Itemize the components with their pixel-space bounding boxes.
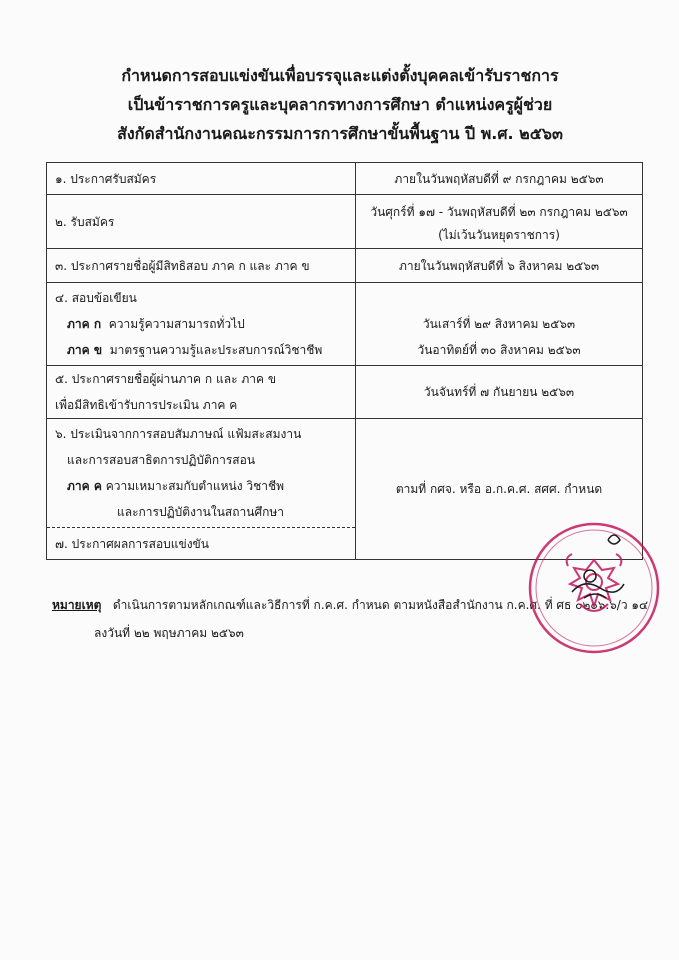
doc-title-line1: กำหนดการสอบแข่งขันเพื่อบรรจุและแต่งตั้งบุคคลเข้ารับราชการ [121,66,559,85]
remark-line2: ลงวันที่ ๒๒ พฤษภาคม ๒๕๖๓ [94,626,244,640]
schedule-date-2: วันศุกร์ที่ ๑๗ - วันพฤหัสบดีที่ ๒๓ กรกฎาคม ๒๕๖๓ (ไม่เว้นวันหยุดราชการ) [356,195,643,249]
table-row [47,366,643,419]
doc-title-line3: สังกัดสำนักงานคณะกรรมการการศึกษาขั้นพื้นฐาน ปี พ.ศ. ๒๕๖๓ [117,124,563,143]
schedule-date-2-note: (ไม่เว้นวันหยุดราชการ) [438,227,560,242]
schedule-date-1: ภายในวันพฤหัสบดีที่ ๙ กรกฎาคม ๒๕๖๓ [356,163,643,195]
table-row [47,249,643,283]
schedule-item-7: ๗. ประกาศผลการสอบแข่งขัน [47,528,356,560]
schedule-item-2: ๒. รับสมัคร [47,195,356,249]
doc-title-line2: เป็นข้าราชการครูและบุคลากรทางการศึกษา ตำแหน่งครูผู้ช่วย [127,95,553,114]
table-row [47,283,643,366]
schedule-date-6: ตามที่ กศจ. หรือ อ.ก.ค.ศ. สศศ. กำหนด [356,419,643,560]
schedule-date-3: ภายในวันพฤหัสบดีที่ ๖ สิงหาคม ๒๕๖๓ [356,249,643,283]
official-seal-icon [524,518,664,658]
schedule-item-5: ๕. ประกาศรายชื่อผู้ผ่านภาค ก และ ภาค ข เพื่อมีสิทธิเข้ารับการประเมิน ภาค ค [47,366,356,419]
table-row [47,163,643,195]
remark-label: หมายเหตุ [52,598,102,612]
schedule-table [46,162,643,560]
schedule-date-4: วันเสาร์ที่ ๒๙ สิงหาคม ๒๕๖๓ วันอาทิตย์ที่ ๓๐ สิงหาคม ๒๕๖๓ [356,283,643,366]
part-c: ภาค ค ความเหมาะสมกับตำแหน่ง วิชาชีพ [67,479,285,493]
schedule-item-4: ๔. สอบข้อเขียน ภาค ก ความรู้ความสามารถทั่วไป ภาค ข มาตรฐานความรู้และประสบการณ์วิชาชีพ [47,283,356,366]
schedule-date-5: วันจันทร์ที่ ๗ กันยายน ๒๕๖๓ [356,366,643,419]
remark-text: ดำเนินการตามหลักเกณฑ์และวิธีการที่ ก.ค.ศ. กำหนด ตามหนังสือสำนักงาน ก.ค.ศ. ที่ ศธ ๐๒๐๖.๖/ว ๑๔ [112,598,649,612]
part-b: ภาค ข มาตรฐานความรู้และประสบการณ์วิชาชีพ [67,343,323,357]
table-row [47,419,643,528]
part-a: ภาค ก ความรู้ความสามารถทั่วไป [67,317,245,331]
table-row [47,195,643,249]
schedule-item-1: ๑. ประกาศรับสมัคร [47,163,356,195]
schedule-item-3: ๓. ประกาศรายชื่อผู้มีสิทธิสอบ ภาค ก และ ภาค ข [47,249,356,283]
schedule-item-6: ๖. ประเมินจากการสอบสัมภาษณ์ แฟ้มสะสมงาน และการสอบสาธิตการปฏิบัติการสอน ภาค ค ความเหมาะสมกับตำแหน่ง วิชาชีพ และการปฏิบัติงานในสถานศึกษา [47,419,356,528]
